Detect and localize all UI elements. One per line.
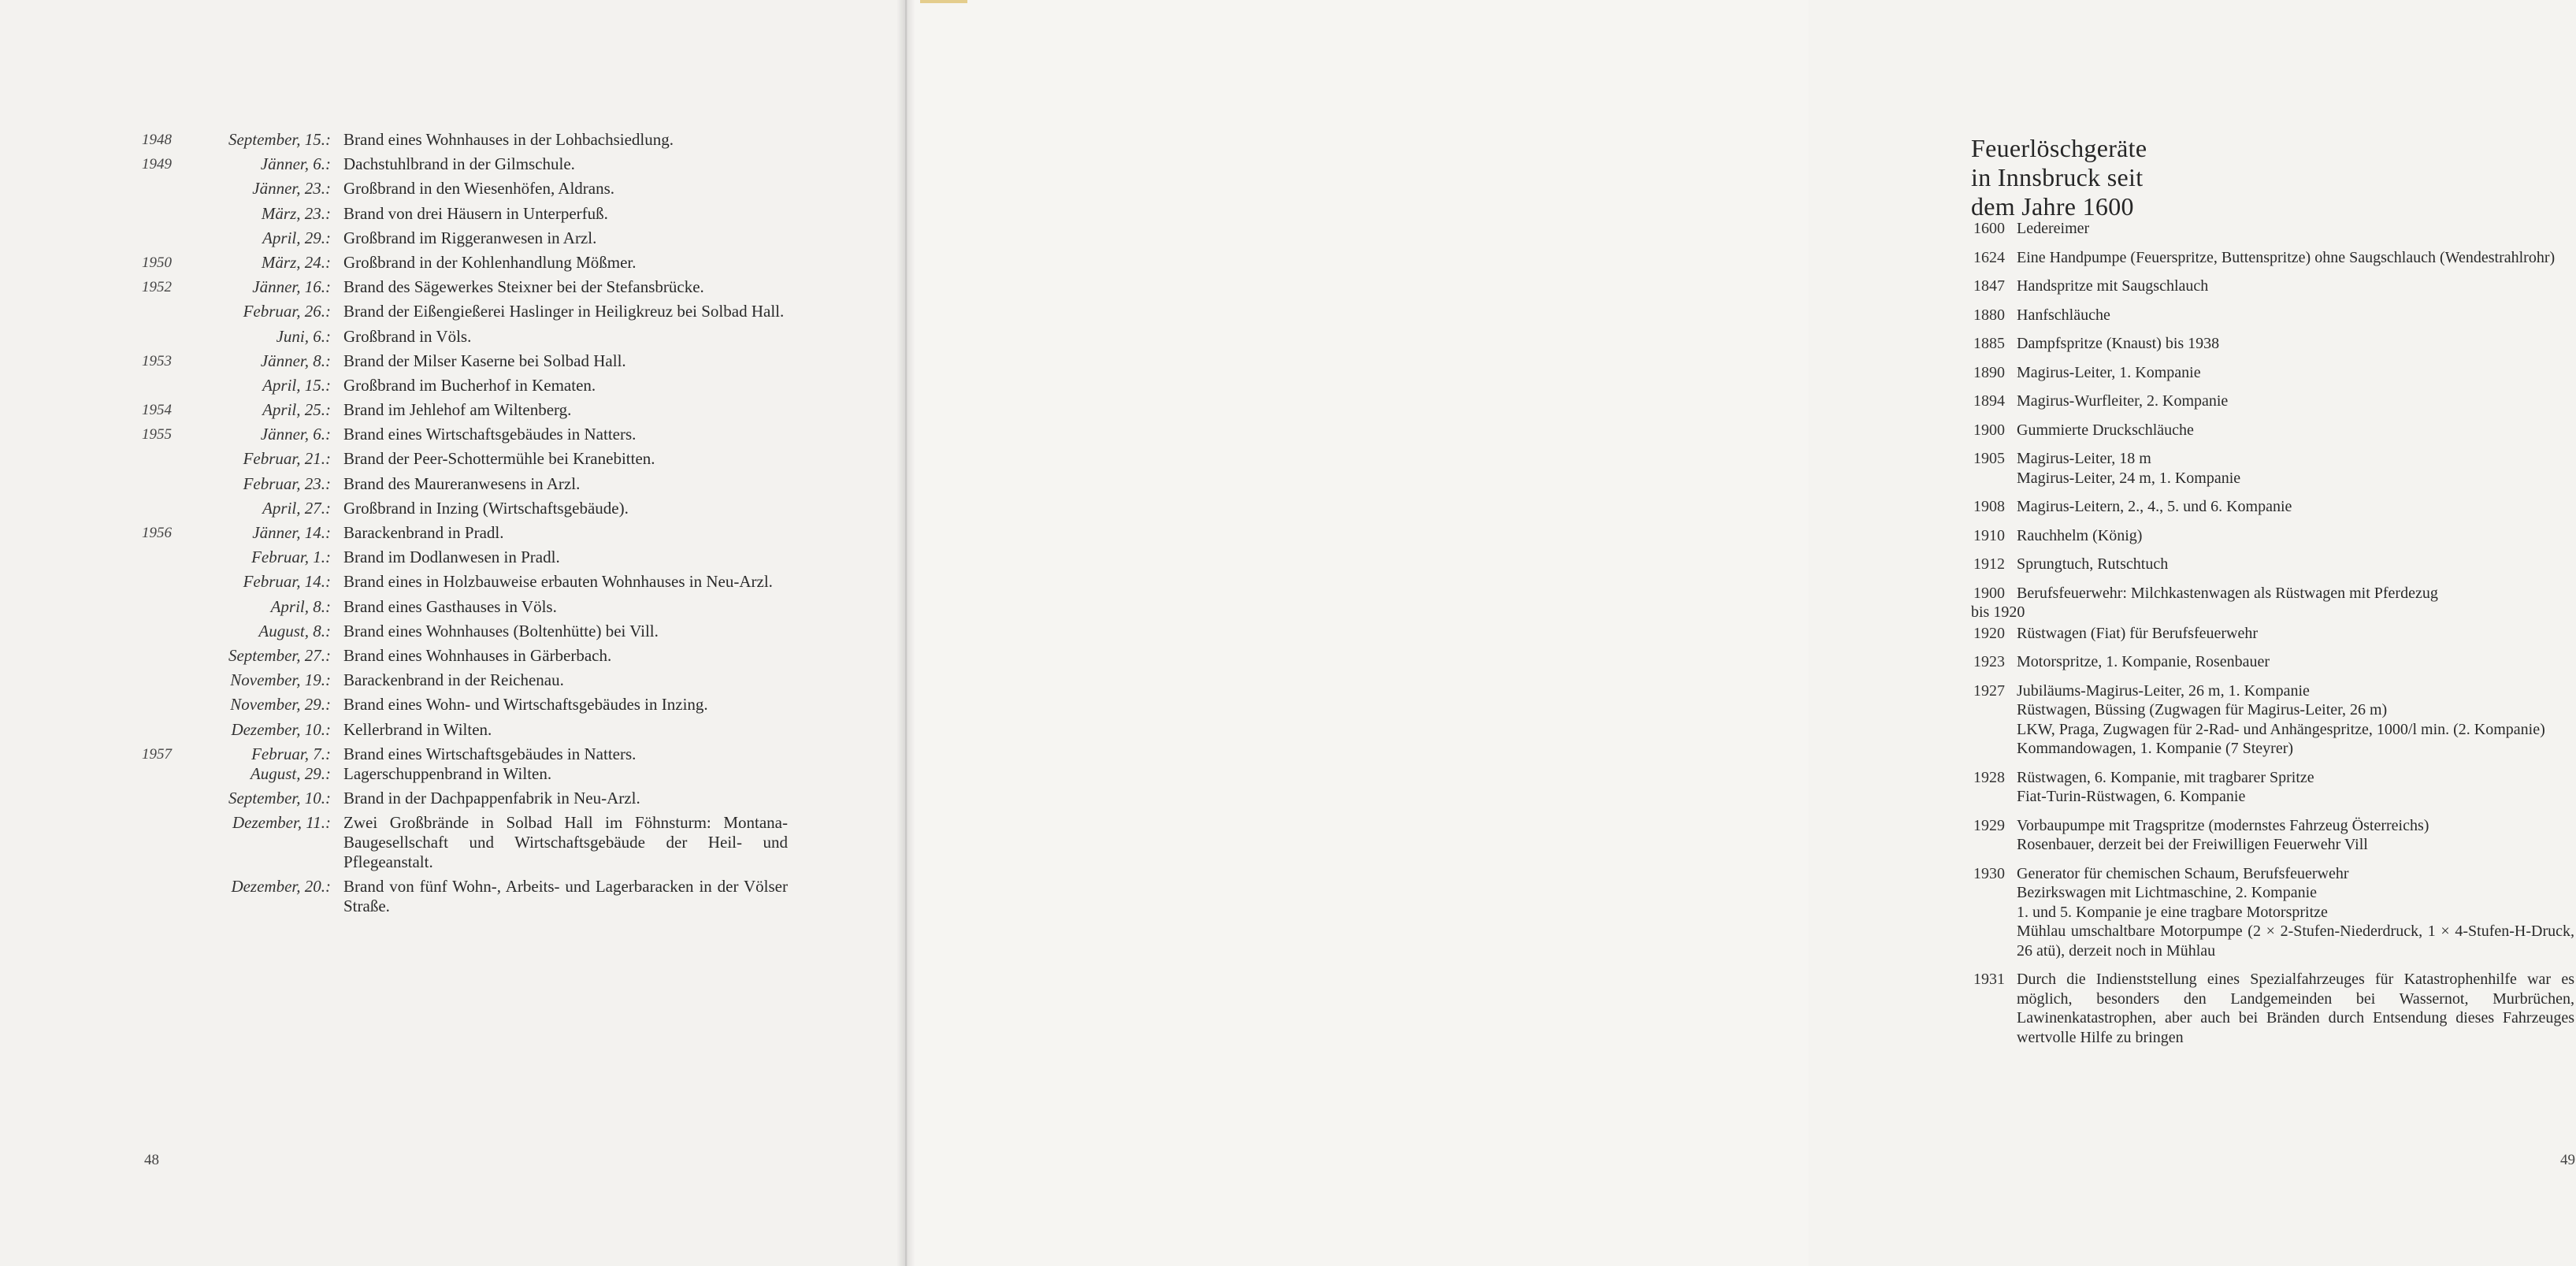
- chronology-text: Brand im Dodlanwesen in Pradl.: [343, 548, 560, 567]
- chronology-row: [142, 130, 788, 150]
- chronology-text: Brand der Peer-Schottermühle bei Kranebitten.: [343, 449, 655, 469]
- chronology-text: Barackenbrand in Pradl.: [343, 523, 504, 542]
- equipment-line: Rüstwagen, 6. Kompanie, mit tragbarer Spritze: [2017, 768, 2314, 786]
- chronology-text: Dachstuhlbrand in der Gilmschule.: [343, 154, 575, 174]
- equipment-description: [2017, 652, 2574, 672]
- chronology-text: Brand eines Wohnhauses (Boltenhütte) bei Vill.: [343, 621, 659, 640]
- equipment-line: Gummierte Druckschläuche: [2017, 421, 2194, 439]
- equipment-description: [2017, 334, 2574, 354]
- chronology-year: 1949: [142, 156, 172, 173]
- chronology-row: [142, 327, 788, 347]
- equipment-line: Fiat-Turin-Rüstwagen, 6. Kompanie: [2017, 788, 2246, 805]
- chronology-row: [142, 789, 788, 808]
- chronology-text: Brand der Eißengießerei Haslinger in Heiligkreuz bei Solbad Hall.: [343, 302, 785, 321]
- chronology-date: Dezember, 20.:: [231, 877, 331, 897]
- equipment-row: [1962, 624, 2576, 644]
- chronology-date: April, 25.:: [262, 400, 331, 420]
- equipment-description: [2017, 277, 2574, 296]
- chronology-row: [142, 744, 788, 764]
- equipment-year: 1894: [1973, 392, 2005, 410]
- chronology-row: [142, 228, 788, 248]
- equipment-line: Generator für chemischen Schaum, Berufsfeuerwehr: [2017, 864, 2349, 882]
- equipment-line: Jubiläums-Magirus-Leiter, 26 m, 1. Kompanie: [2017, 681, 2310, 700]
- equipment-year: 1908: [1973, 498, 2005, 515]
- chronology-text: Brand der Milser Kaserne bei Solbad Hall.: [343, 351, 626, 370]
- equipment-description: [2017, 392, 2574, 411]
- equipment-row: [1962, 864, 2576, 961]
- chronology-date: September, 27.:: [228, 645, 331, 665]
- right-page: [906, 0, 2575, 1266]
- chronology-date: Februar, 21.:: [243, 449, 331, 469]
- equipment-line: Vorbaupumpe mit Tragspritze (modernstes Fahrzeug Österreichs): [2017, 816, 2429, 834]
- chronology-row: [142, 597, 788, 617]
- equipment-line: Berufsfeuerwehr: Milchkastenwagen als Rüstwagen mit Pferdezug: [2017, 584, 2438, 602]
- chronology-row: [142, 813, 788, 872]
- chronology-year: 1950: [142, 254, 172, 271]
- equipment-year: 1927: [1973, 681, 2005, 700]
- chronology-text: Großbrand in Völs.: [343, 326, 472, 346]
- equipment-line: Bezirkswagen mit Lichtmaschine, 2. Kompanie: [2017, 884, 2318, 901]
- chronology-text: Brand von fünf Wohn-, Arbeits- und Lagerbaracken in der Völser Straße.: [343, 877, 788, 916]
- chronology-text: Brand im Jehlehof am Wiltenberg.: [343, 400, 572, 420]
- equipment-line: Eine Handpumpe (Feuerspritze, Buttenspritze) ohne Saugschlauch (Wendestrahlrohr): [2017, 248, 2556, 266]
- equipment-year: 1931: [1973, 971, 2005, 988]
- chronology-date: April, 29.:: [262, 228, 331, 247]
- chronology-text: Brand des Maureranwesens in Arzl.: [343, 473, 581, 493]
- chronology-row: [142, 204, 788, 224]
- equipment-year: 1928: [1973, 768, 2005, 786]
- chronology-text: Großbrand in den Wiesenhöfen, Aldrans.: [343, 179, 615, 199]
- equipment-description: [2017, 768, 2574, 807]
- chronology-date: November, 29.:: [230, 695, 331, 715]
- chronology-text: Kellerbrand in Wilten.: [343, 719, 492, 739]
- chronology-date: Juni, 6.:: [276, 326, 331, 346]
- equipment-year: 1923: [1973, 653, 2005, 670]
- equipment-description: [2017, 306, 2574, 325]
- chronology-date: Februar, 23.:: [243, 473, 331, 493]
- equipment-row: [1962, 306, 2576, 325]
- equipment-year: 1912: [1973, 555, 2005, 573]
- chronology-row: [142, 499, 788, 518]
- chronology-year: 1953: [142, 352, 172, 369]
- equipment-description: [2017, 970, 2574, 1047]
- equipment-line: Rosenbauer, derzeit bei der Freiwilligen Feuerwehr Vill: [2017, 836, 2368, 853]
- chronology-year: 1955: [142, 426, 172, 444]
- chronology-date: März, 24.:: [261, 252, 331, 272]
- left-page: [0, 0, 906, 1266]
- chronology-date: November, 19.:: [230, 670, 331, 690]
- chronology-date: September, 15.:: [228, 130, 331, 149]
- chronology-row: [142, 572, 788, 592]
- chronology-text: Großbrand in Inzing (Wirtschaftsgebäude).: [343, 498, 629, 518]
- chronology-row: [142, 253, 788, 273]
- chronology-date: Dezember, 10.:: [231, 719, 331, 739]
- chronology-row: [142, 376, 788, 395]
- equipment-line: Durch die Indienststellung eines Spezialfahrzeuges für Katastrophenhilfe war es möglich, besonders den Landgemeinden bei Wassernot, Murbrüchen, Lawinenkatastrophen, aber auch bei Bränden durch Entsendung dieses Fahrzeuges wertvolle Hilfe zu bringen: [2017, 971, 2574, 1046]
- page-number-right: 49: [2560, 1152, 2575, 1168]
- equipment-year: 1880: [1973, 306, 2005, 324]
- chronology-row: [142, 474, 788, 494]
- equipment-description: [2017, 497, 2574, 517]
- chronology-text: Barackenbrand in der Reichenau.: [343, 670, 564, 690]
- equipment-year: 1929: [1973, 816, 2005, 834]
- chronology-date: Jänner, 6.:: [260, 425, 331, 444]
- equipment-line: Ledereimer: [2017, 220, 2090, 237]
- chronology-text: Brand eines Wirtschaftsgebäudes in Natters.: [343, 425, 637, 444]
- chronology-row: [142, 877, 788, 916]
- equipment-year: 1600: [1973, 220, 2005, 237]
- chronology-text: Brand in der Dachpappenfabrik in Neu-Arzl.: [343, 788, 640, 807]
- equipment-line: Rauchhelm (König): [2017, 526, 2143, 544]
- equipment-description: [2017, 624, 2574, 644]
- equipment-description: [2017, 421, 2574, 440]
- chronology-text: Brand eines Wirtschaftsgebäudes in Natters.: [343, 744, 637, 763]
- equipment-year: 1890: [1973, 363, 2005, 381]
- equipment-overflow-line: bis 1920: [1971, 603, 2025, 621]
- chronology-text: Zwei Großbrände in Solbad Hall im Föhnsturm: Montana-Baugesellschaft und Wirtschaftsgebäude der Heil- und Pflegeanstalt.: [343, 813, 788, 872]
- equipment-year: 1847: [1973, 277, 2005, 295]
- equipment-row: [1962, 768, 2576, 807]
- equipment-year: 1905: [1973, 450, 2005, 467]
- equipment-year: 1885: [1973, 335, 2005, 352]
- chronology-date: Jänner, 16.:: [252, 277, 331, 297]
- equipment-description: [2017, 816, 2574, 855]
- equipment-row: [1962, 555, 2576, 574]
- equipment-line: Magirus-Leitern, 2., 4., 5. und 6. Kompanie: [2017, 498, 2292, 515]
- equipment-description: [2017, 864, 2574, 961]
- equipment-line: Sprungtuch, Rutschtuch: [2017, 555, 2169, 573]
- chronology-date: August, 8.:: [258, 621, 331, 640]
- chronology-date: Jänner, 23.:: [252, 179, 331, 199]
- chronology-row: [142, 548, 788, 567]
- chronology-text: Brand des Sägewerkes Steixner bei der Stefansbrücke.: [343, 277, 704, 297]
- chronology-date: Februar, 7.:: [251, 744, 331, 763]
- chronology-date: April, 15.:: [262, 375, 331, 395]
- equipment-row: [1962, 219, 2576, 239]
- chronology-year: 1948: [142, 132, 172, 148]
- fire-chronology-list: [142, 130, 788, 921]
- chronology-year: 1956: [142, 525, 172, 541]
- equipment-row: [1962, 584, 2576, 603]
- chronology-text: Großbrand in der Kohlenhandlung Mößmer.: [343, 252, 637, 272]
- chronology-row: [142, 179, 788, 199]
- book-gutter: [896, 0, 915, 1266]
- chronology-date: Februar, 26.:: [243, 302, 331, 321]
- equipment-description: [2017, 555, 2574, 574]
- chronology-date: April, 27.:: [262, 498, 331, 518]
- chronology-text: Brand eines in Holzbauweise erbauten Wohnhauses in Neu-Arzl.: [343, 572, 773, 592]
- equipment-description: [2017, 584, 2574, 603]
- chronology-text: Brand eines Gasthauses in Völs.: [343, 596, 557, 616]
- equipment-line: Rüstwagen, Büssing (Zugwagen für Magirus-Leiter, 26 m): [2017, 701, 2388, 718]
- chronology-row: [142, 425, 788, 444]
- equipment-description: [2017, 248, 2574, 268]
- chronology-year: 1952: [142, 279, 172, 296]
- equipment-line: Kommandowagen, 1. Kompanie (7 Steyrer): [2017, 740, 2294, 757]
- equipment-year: 1624: [1973, 248, 2005, 266]
- equipment-line: Dampfspritze (Knaust) bis 1938: [2017, 335, 2220, 352]
- chronology-year: 1954: [142, 402, 172, 419]
- chronology-date: Dezember, 11.:: [232, 813, 331, 833]
- equipment-row: [1962, 970, 2576, 1047]
- chronology-text: Großbrand im Bucherhof in Kematen.: [343, 375, 596, 395]
- equipment-line: Mühlau umschaltbare Motorpumpe (2 × 2-Stufen-Niederdruck, 1 × 4-Stufen-H-Druck, 26 atü), derzeit noch in Mühlau: [2017, 923, 2574, 960]
- chronology-date: Februar, 14.:: [243, 572, 331, 592]
- chronology-row: [142, 670, 788, 690]
- chronology-date: Jänner, 14.:: [252, 523, 331, 542]
- equipment-row: [1962, 334, 2576, 354]
- chronology-text: Lagerschuppenbrand in Wilten.: [343, 763, 552, 783]
- chronology-row: [142, 764, 788, 784]
- equipment-line: Motorspritze, 1. Kompanie, Rosenbauer: [2017, 653, 2270, 670]
- equipment-year: 1910: [1973, 526, 2005, 544]
- equipment-row: [1962, 497, 2576, 517]
- equipment-row: [1962, 392, 2576, 411]
- equipment-list: [1962, 219, 2576, 1056]
- chronology-date: Jänner, 8.:: [260, 351, 331, 370]
- equipment-line: Hanfschläuche: [2017, 306, 2110, 324]
- chronology-row: [142, 720, 788, 740]
- equipment-row: [1962, 363, 2576, 383]
- equipment-line: 1. und 5. Kompanie je eine tragbare Motorspritze: [2017, 903, 2328, 921]
- chronology-row: [142, 400, 788, 420]
- equipment-year: 1900: [1973, 584, 2005, 602]
- equipment-line: Magirus-Wurfleiter, 2. Kompanie: [2017, 392, 2229, 410]
- equipment-description: [2017, 681, 2574, 759]
- chronology-date: September, 10.:: [228, 788, 331, 807]
- chronology-date: März, 23.:: [261, 203, 331, 223]
- chronology-row: [142, 351, 788, 371]
- chronology-row: [142, 523, 788, 543]
- equipment-description: [2017, 219, 2574, 239]
- page-title: Feuerlöschgeräte in Innsbruck seit dem Jahre 1600: [1971, 134, 2147, 221]
- chronology-date: Jänner, 6.:: [260, 154, 331, 174]
- equipment-year: 1930: [1973, 864, 2005, 882]
- equipment-line: LKW, Praga, Zugwagen für 2-Rad- und Anhängespritze, 1000/l min. (2. Kompanie): [2017, 720, 2545, 738]
- chronology-text: Brand von drei Häusern in Unterperfuß.: [343, 203, 608, 223]
- equipment-line: Magirus-Leiter, 24 m, 1. Kompanie: [2017, 469, 2241, 487]
- chronology-year: 1957: [142, 745, 172, 763]
- chronology-row: [142, 154, 788, 174]
- chronology-text: Brand eines Wohnhauses in der Lohbachsiedlung.: [343, 130, 674, 149]
- equipment-line: Magirus-Leiter, 1. Kompanie: [2017, 363, 2201, 381]
- chronology-row: [142, 449, 788, 469]
- equipment-year: 1920: [1973, 624, 2005, 642]
- equipment-row: [1962, 816, 2576, 855]
- equipment-description: [2017, 363, 2574, 383]
- equipment-description: [2017, 526, 2574, 546]
- chronology-row: [142, 277, 788, 297]
- equipment-line: Magirus-Leiter, 18 m: [2017, 450, 2151, 467]
- equipment-row: [1962, 652, 2576, 672]
- chronology-date: August, 29.:: [250, 763, 331, 783]
- equipment-line: Handspritze mit Saugschlauch: [2017, 277, 2209, 295]
- chronology-row: [142, 622, 788, 641]
- equipment-row: [1962, 526, 2576, 546]
- chronology-text: Brand eines Wohn- und Wirtschaftsgebäudes in Inzing.: [343, 695, 708, 715]
- chronology-date: April, 8.:: [270, 596, 331, 616]
- chronology-row: [142, 646, 788, 666]
- chronology-row: [142, 302, 788, 321]
- equipment-line: Rüstwagen (Fiat) für Berufsfeuerwehr: [2017, 624, 2259, 642]
- chronology-row: [142, 695, 788, 715]
- page-number-left: 48: [144, 1152, 159, 1168]
- equipment-row: [1962, 421, 2576, 440]
- scan-edge-mark: [920, 0, 967, 3]
- equipment-year: 1900: [1973, 421, 2005, 439]
- equipment-row: [1962, 248, 2576, 268]
- equipment-row: [1962, 449, 2576, 488]
- equipment-description: [2017, 449, 2574, 488]
- equipment-row: [1962, 681, 2576, 759]
- chronology-date: Februar, 1.:: [251, 548, 331, 567]
- equipment-row: [1962, 277, 2576, 296]
- chronology-text: Großbrand im Riggeranwesen in Arzl.: [343, 228, 597, 247]
- chronology-text: Brand eines Wohnhauses in Gärberbach.: [343, 645, 612, 665]
